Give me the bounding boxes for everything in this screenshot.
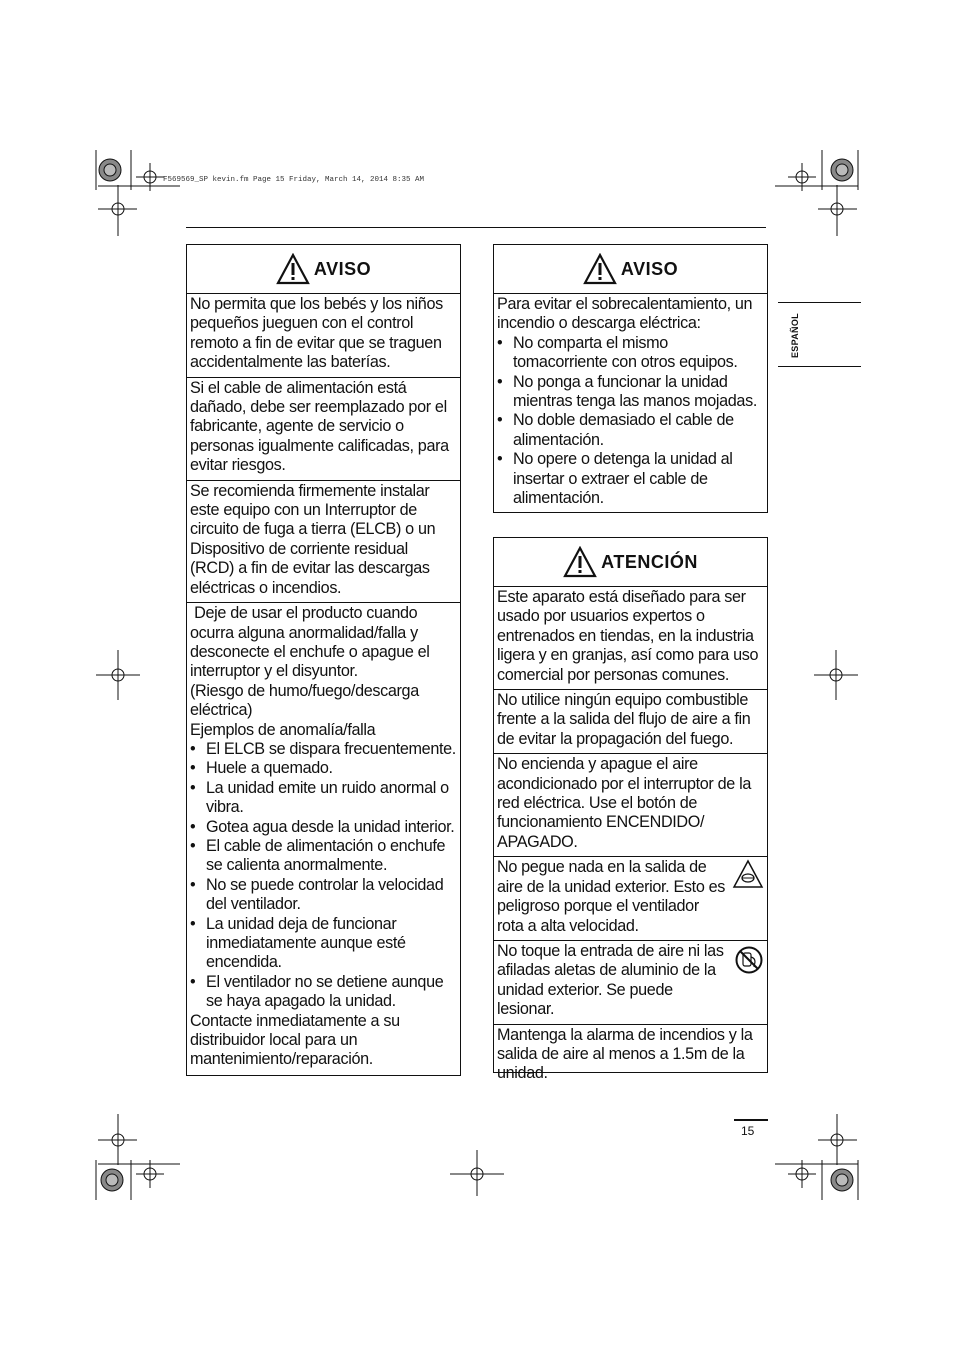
warning-text: No permita que los bebés y los niños pequeños jueguen con el control remoto a fin de evitar que se traguen accidentalmente las baterías. [190, 295, 443, 372]
caution-section [494, 690, 767, 754]
caution-header [494, 538, 767, 587]
list-item: • Huele a quemado. [190, 759, 456, 778]
list-item: • No opere o detenga la unidad al insertar o extraer el cable de alimentación. [497, 450, 763, 508]
caution-section [494, 1025, 767, 1088]
caution-section [494, 941, 767, 1025]
warning-triangle-icon [583, 253, 617, 285]
no-touch-icon [734, 945, 764, 975]
caution-text: No pegue nada en la salida de aire de la unidad exterior. Esto es peligroso porque el ventilador rota a alta velocidad. [497, 858, 726, 935]
warning-box-left [186, 244, 461, 1076]
warning-box-right [493, 244, 768, 513]
warning-text: Ejemplos de anomalía/falla [190, 720, 376, 739]
warning-section [187, 603, 460, 1074]
prevention-list [497, 334, 763, 509]
anomaly-list [190, 740, 456, 1012]
caution-triangle-icon [732, 859, 764, 889]
warning-triangle-icon [563, 546, 597, 578]
list-item: • La unidad deja de funcionar inmediatamente aunque esté encendida. [190, 915, 456, 973]
caution-text: Mantenga la alarma de incendios y la salida de aire al menos a 1.5m de la unidad. [497, 1025, 753, 1083]
list-item: • No comparta el mismo tomacorriente con otros equipos. [497, 334, 763, 373]
caution-text: No encienda y apague el aire acondicionado por el interruptor de la red eléctrica. Use el botón de funcionamiento ENCENDIDO/ APAGADO. [497, 755, 751, 851]
warning-header [494, 245, 767, 294]
list-item: • La unidad emite un ruido anormal o vibra. [190, 779, 456, 818]
file-header: F569569_SP kevin.fm Page 15 Friday, March 14, 2014 8:35 AM [163, 176, 425, 184]
warning-title: AVISO [313, 258, 372, 279]
list-item: • No doble demasiado el cable de alimentación. [497, 411, 763, 450]
warning-text: Se recomienda firmemente instalar este equipo con un Interruptor de circuito de fuga a tierra (ELCB) o un Dispositivo de corriente residual (RCD) a fin de evitar las descargas eléctricas o incendios. [190, 481, 436, 597]
caution-section [494, 754, 767, 857]
warning-section [187, 378, 460, 481]
caution-box [493, 537, 768, 1083]
language-tab-label: ESPAÑOL [790, 313, 800, 358]
warning-text: Para evitar el sobrecalentamiento, un incendio o descarga eléctrica: [497, 295, 753, 333]
list-item: • No se puede controlar la velocidad del ventilador. [190, 876, 456, 915]
list-item: • El ELCB se dispara frecuentemente. [190, 740, 456, 759]
page-number-rule [734, 1119, 768, 1121]
warning-section [187, 481, 460, 603]
warning-text: Contacte inmediatamente a su distribuidor local para un mantenimiento/reparación. [190, 1011, 400, 1069]
list-item: • El ventilador no se detiene aunque se haya apagado la unidad. [190, 973, 456, 1012]
caution-section [494, 857, 767, 941]
warning-title: AVISO [620, 258, 679, 279]
warning-text: (Riesgo de humo/fuego/descarga eléctrica) [190, 681, 419, 720]
list-item: • El cable de alimentación o enchufe se calienta anormalmente. [190, 837, 456, 876]
warning-text: Deje de usar el producto cuando ocurra alguna anormalidad/falla y desconecte el enchufe o apague el interruptor y el disyuntor. [190, 604, 434, 681]
caution-text: Este aparato está diseñado para ser usado por usuarios expertos o entrenados en tiendas, en la industria ligera y en granjas, así como para uso comercial por personas comunes. [497, 588, 759, 684]
caution-text: No utilice ningún equipo combustible frente a la salida del flujo de aire a fin de evitar la propagación del fuego. [497, 691, 751, 748]
language-tab [778, 302, 861, 367]
list-item: • No ponga a funcionar la unidad mientras tenga las manos mojadas. [497, 373, 763, 412]
warning-section [187, 294, 460, 378]
warning-text: Si el cable de alimentación está dañado, debe ser reemplazado por el fabricante, agente de servicio o personas igualmente calificadas, para evitar riesgos. [190, 378, 449, 475]
page-number: 15 [741, 1124, 755, 1138]
caution-title: ATENCIÓN [601, 551, 698, 572]
list-item: • Gotea agua desde la unidad interior. [190, 818, 456, 837]
warning-section [494, 294, 767, 512]
top-rule [186, 227, 766, 228]
caution-section [494, 587, 767, 690]
caution-text: No toque la entrada de aire ni las afiladas aletas de aluminio de la unidad exterior. Se puede lesionar. [497, 941, 724, 1019]
warning-triangle-icon [276, 253, 310, 285]
warning-header [187, 245, 460, 294]
